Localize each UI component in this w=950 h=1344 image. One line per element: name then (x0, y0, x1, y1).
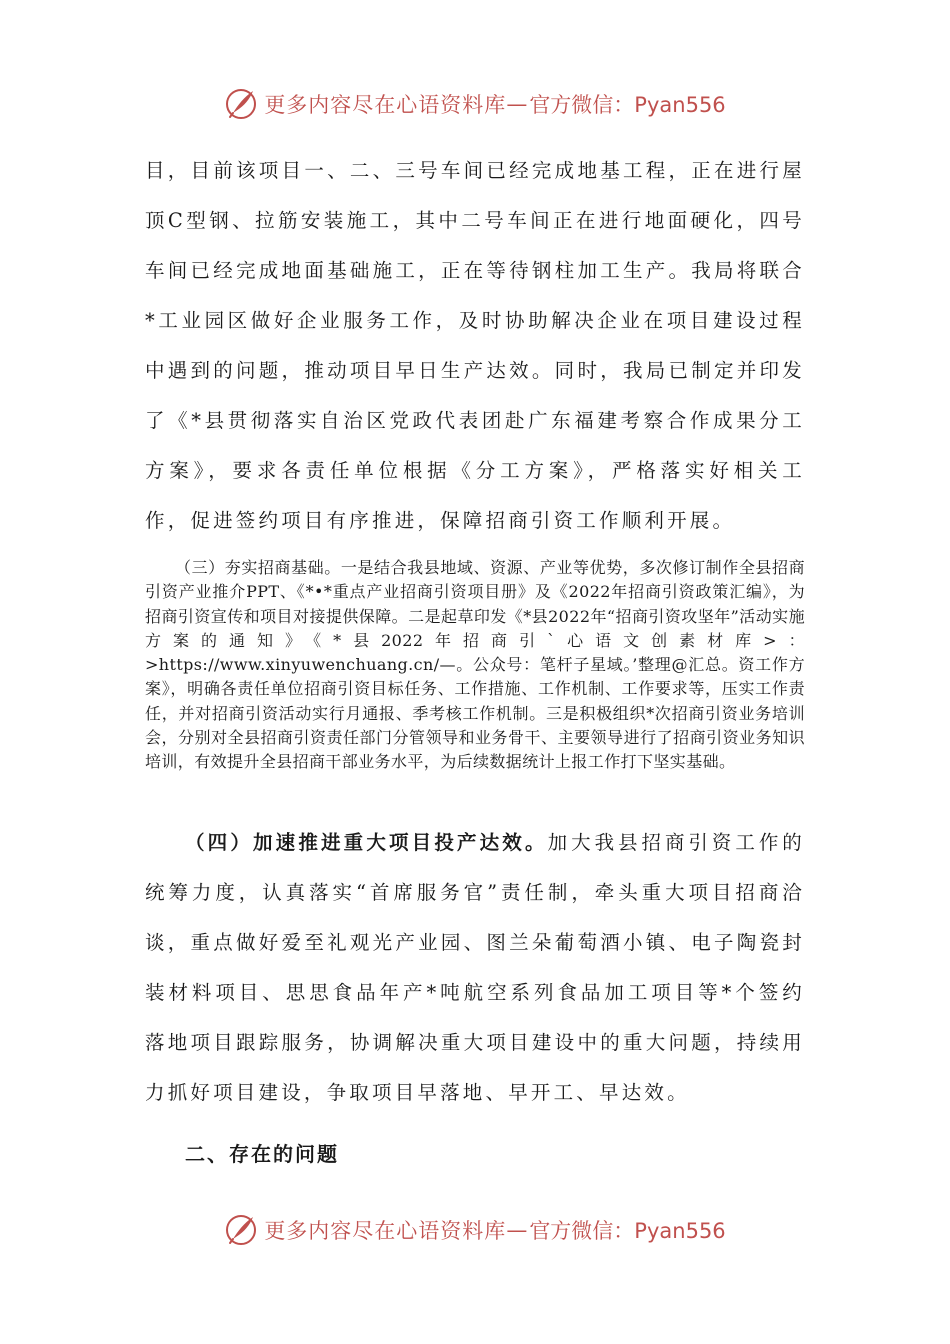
paragraph-3-lead: （四）加速推进重大项目投产达效。 (185, 831, 548, 854)
paragraph-1: 目，目前该项目一、二、三号车间已经完成地基工程，正在进行屋顶C型钢、拉筋安装施工，其中二号车间正在进行地面硬化，四号车间已经完成地面基础施工，正在等待钢柱加工生产。我局将联合*工业园区做好企业服务工作，及时协助解决企业在项目建设过程中遇到的问题，推动项目早日生产达效。同时，我局已制定并印发了《*县贯彻落实自治区党政代表团赴广东福建考察合作成果分工方案》，要求各责任单位根据《分工方案》，严格落实好相关工作，促进签约项目有序推进，保障招商引资工作顺利开展。 (145, 159, 805, 532)
footer-dash: — (506, 1218, 528, 1242)
banner-dash: — (506, 92, 528, 116)
footer-brand-text: 更多内容尽在心语资料库 (264, 1219, 507, 1243)
banner-brand-text: 更多内容尽在心语资料库 (264, 93, 507, 117)
paragraph-2: （三）夯实招商基础。一是结合我县地域、资源、产业等优势，多次修订制作全县招商引资产业推介PPT、《*•*重点产业招商引资项目册》及《2022年招商引资政策汇编》，为招商引资宣传和项目对接提供保障。二是起草印发《*县2022年“招商引资攻坚年”活动实施方案的通知》《*县2022年招商引`心语文创素材库>：>https://www.xinyuwenchuang.cn/—。公众号：笔杆子星域。’整理@汇总。资工作方案》，明确各责任单位招商引资目标任务、工作措施、工作机制、工作要求等，压实工作责任，并对招商引资活动实行月通报、季考核工作机制。三是积极组织*次招商引资业务培训会，分别对全县招商引资责任部门分管领导和业务骨干、主要领导进行了招商引资业务知识培训，有效提升全县招商干部业务水平，为后续数据统计上报工作打下坚实基础。 (145, 558, 805, 772)
paragraph-3-body: 加大我县招商引资工作的统筹力度，认真落实“首席服务官”责任制，牵头重大项目招商洽谈，重点做好爱至礼观光产业园、图兰朵葡萄酒小镇、电子陶瓷封装材料项目、思思食品年产*吨航空系列食品加工项目等*个签约落地项目跟踪服务，协调解决重大项目建设中的重大问题，持续用力抓好项目建设，争取项目早落地、早开工、早达效。 (145, 831, 805, 1104)
quill-pen-icon (224, 1213, 258, 1247)
banner-wechat-text: 官方微信：Pyan556 (529, 93, 726, 117)
quill-pen-icon (224, 87, 258, 121)
section-heading: 二、存在的问题 (185, 1142, 339, 1166)
footer-banner (0, 1210, 950, 1250)
paragraph-3 (145, 818, 805, 1118)
header-banner (0, 84, 950, 124)
footer-wechat-text: 官方微信：Pyan556 (529, 1219, 726, 1243)
